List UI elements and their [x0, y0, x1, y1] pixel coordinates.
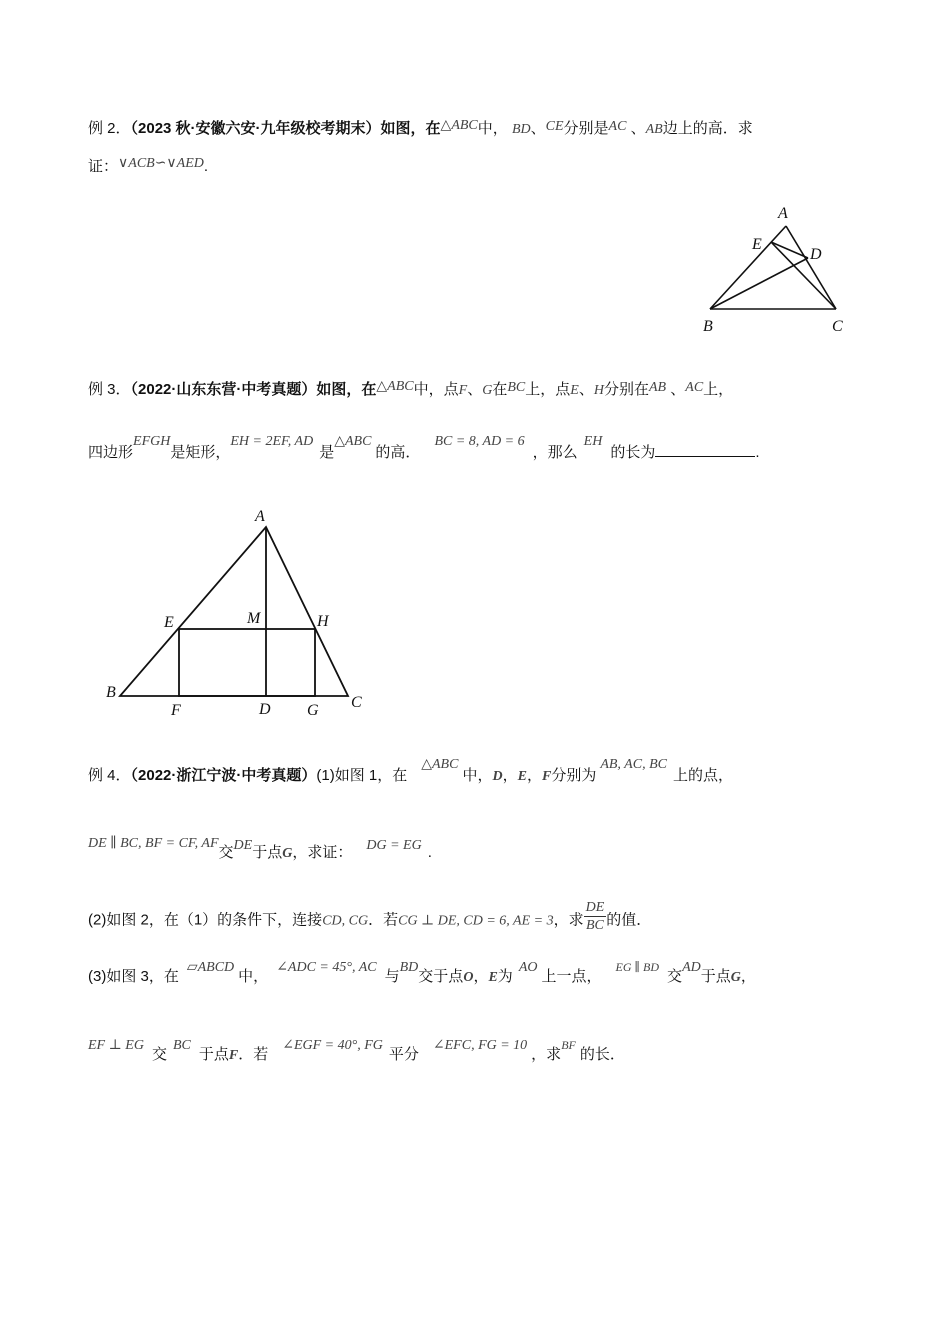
ex3-text: 、 [467, 381, 483, 398]
ex4-cond2: CG ⊥ DE, CD = 6, AE = 3 [398, 913, 554, 929]
ex4-line2 [88, 836, 432, 864]
ex4-angle-egf: ∠EGF = 40°, FG [282, 1038, 383, 1053]
ex3-text: . [755, 444, 760, 461]
ex4-text: . [427, 844, 432, 861]
ex2-text: 证： [88, 158, 119, 175]
ex4-fraction [584, 899, 607, 934]
ex2-line2 [88, 157, 208, 178]
ex3-text: 在 [492, 381, 508, 398]
ex4-line5 [88, 1038, 625, 1066]
ex4-text: 交 [218, 844, 234, 861]
ex2-label-c: C [832, 318, 843, 335]
ex2-line1 [88, 119, 753, 140]
ex3-e: E [570, 383, 579, 398]
ex2-seg-ac [786, 226, 836, 309]
ex2-label-d: D [810, 246, 822, 263]
ex4-ad: AD [682, 960, 701, 975]
ex4-bc2: BC [172, 1038, 191, 1053]
ex4-e: E [517, 769, 527, 784]
ex2-label-a: A [778, 205, 788, 222]
ex4-cd-cg: CD, CG [322, 913, 369, 929]
ex4-text: ，求 [531, 1046, 562, 1063]
ex3-text: 分别在 [603, 381, 649, 398]
ex2-text: 中， [477, 120, 508, 137]
ex4-e3: E [488, 970, 498, 985]
ex4-ab-ac-bc: AB, AC, BC [600, 757, 667, 772]
ex4-ao: AO [518, 960, 538, 975]
ex3-label-b: B [106, 684, 116, 701]
ex4-text: 与 [384, 968, 400, 985]
ex3-head: 例 3． [88, 381, 131, 398]
ex3-ac: AC [685, 380, 704, 395]
ex4-text: 中， [238, 968, 269, 985]
ex3-label-a: A [255, 508, 265, 525]
ex4-head: 例 4． [88, 767, 131, 784]
ex4-text: ， [740, 968, 756, 985]
ex3-g: G [482, 383, 493, 398]
ex3-label-d: D [259, 701, 271, 718]
ex3-text: 上， [703, 381, 734, 398]
ex3-ab: AB [648, 380, 667, 395]
ex4-text: (1)如图 1，在 [316, 767, 408, 784]
ex2-seg-ed [771, 242, 808, 258]
ex3-label-f: F [171, 702, 181, 719]
ex4-angle-efc: ∠EFC, FG = 10 [432, 1038, 528, 1053]
ex3-text: 的高． [375, 444, 421, 461]
ex2-text: 边上的高．求 [662, 120, 753, 137]
ex4-de: DE [233, 838, 253, 853]
ex4-line4 [88, 960, 756, 988]
ex2-ac: AC [608, 119, 627, 134]
ex4-text: ， [526, 767, 542, 784]
ex3-label-c: C [351, 694, 362, 711]
ex4-angle-adc: ∠ADC = 45°, AC [276, 960, 377, 975]
ex2-seg-ba [710, 226, 786, 309]
ex4-text: 上一点， [541, 968, 602, 985]
ex3-line1 [88, 380, 733, 401]
ex3-h: H [593, 383, 604, 398]
ex3-text: 四边形 [88, 444, 134, 461]
ex4-f4: F [228, 1048, 239, 1063]
ex4-text: ．若 [368, 911, 399, 929]
ex3-answer-blank[interactable] [655, 442, 755, 457]
ex3-text: 是矩形， [170, 444, 231, 461]
ex4-line3 [88, 900, 652, 938]
ex2-label-e: E [752, 236, 762, 253]
ex3-triangle [120, 527, 348, 696]
ex2-ab: AB [645, 122, 663, 137]
ex4-eg-bd: EG ∥ BD [615, 960, 660, 974]
ex3-efgh: EFGH [133, 434, 171, 449]
ex3-text: 中，点 [413, 381, 459, 398]
ex4-g3: G [730, 970, 741, 985]
ex4-text: ，求 [553, 911, 584, 929]
ex4-text: ，求证： [292, 844, 353, 861]
ex4-text: 中， [462, 767, 493, 784]
ex4-text: 于点 [700, 968, 731, 985]
ex3-label-e: E [164, 614, 174, 631]
ex4-text: 交于点 [418, 968, 464, 985]
ex4-text: 平分 [388, 1046, 419, 1063]
ex3-bc-ad: BC = 8, AD = 6 [434, 434, 525, 449]
ex3-text: ，那么 [532, 444, 578, 461]
ex4-text: 交 [151, 1046, 167, 1063]
ex3-eh-cond: EH = 2EF, AD [230, 434, 314, 449]
ex4-cond1: DE ∥ BC, BF = CF, AF [88, 836, 219, 851]
ex3-tri2: △ABC [334, 434, 372, 449]
ex2-source: （2023 秋·安徽六安·九年级校考期末）如图，在 [130, 120, 441, 137]
ex2-stmt: ∨ACB∽∨AED [118, 156, 204, 171]
ex2-text: 、 [530, 120, 546, 137]
ex2-ce: CE [545, 119, 564, 134]
ex4-source: （2022·浙江宁波·中考真题） [130, 767, 317, 784]
ex3-label-m: M [247, 610, 261, 627]
ex4-text: 交 [667, 968, 683, 985]
ex4-text: ， [473, 968, 489, 985]
ex3-figure [100, 500, 380, 730]
ex4-f: F [541, 769, 552, 784]
ex3-text: 的长为 [610, 444, 656, 461]
ex3-source: （2022·山东东营·中考真题）如图，在 [130, 381, 377, 398]
ex4-ef-eg: EF ⊥ EG [88, 1038, 144, 1053]
ex4-text: 为 [497, 968, 513, 985]
ex4-g: G [282, 846, 293, 861]
ex4-pabcd: ▱ABCD [186, 960, 235, 975]
ex4-text: 分别为 [551, 767, 597, 784]
ex3-bc: BC [507, 380, 526, 395]
ex4-bd: BD [399, 960, 419, 975]
ex3-tri: △ABC [376, 379, 414, 394]
ex3-text: 、 [670, 381, 686, 398]
ex3-line2 [88, 434, 760, 464]
ex4-text: ， [502, 767, 518, 784]
ex3-text: 是 [319, 444, 335, 461]
ex4-frac-den: BC [586, 918, 604, 933]
ex4-text: 的长． [579, 1046, 625, 1063]
ex3-rect-efgh [179, 629, 315, 696]
ex4-d: D [492, 769, 503, 784]
ex4-frac-num: DE [585, 900, 605, 915]
ex4-text: 于点 [252, 844, 283, 861]
ex4-tri: △ABC [421, 757, 459, 772]
ex3-label-g: G [307, 702, 319, 719]
ex4-text: 上的点， [672, 767, 733, 784]
ex3-f: F [458, 383, 468, 398]
ex3-eh: EH [583, 434, 603, 449]
ex3-text: 上，点 [525, 381, 571, 398]
ex3-label-h: H [317, 613, 329, 630]
ex2-figure [700, 200, 860, 340]
ex4-text: (3)如图 3，在 [88, 968, 179, 985]
ex4-text: ．若 [238, 1046, 269, 1063]
ex3-text: 、 [578, 381, 594, 398]
ex2-seg-ce [771, 242, 836, 309]
ex2-text: 、 [630, 120, 646, 137]
ex4-text: 于点 [198, 1046, 229, 1063]
ex2-head: 例 2． [88, 120, 131, 137]
ex4-dg-eg: DG = EG [366, 838, 422, 853]
ex4-text: (2)如图 2，在（1）的条件下，连接 [88, 911, 323, 929]
ex2-text: 分别是 [563, 120, 609, 137]
ex2-tri: △ABC [440, 118, 478, 133]
ex2-text: . [203, 158, 209, 175]
ex4-bf: BF [561, 1038, 576, 1052]
ex4-text: 的值． [606, 911, 652, 929]
ex4-line1 [88, 757, 733, 787]
ex4-o: O [463, 970, 474, 985]
ex2-bd: BD [511, 122, 531, 137]
ex2-label-b: B [703, 318, 713, 335]
